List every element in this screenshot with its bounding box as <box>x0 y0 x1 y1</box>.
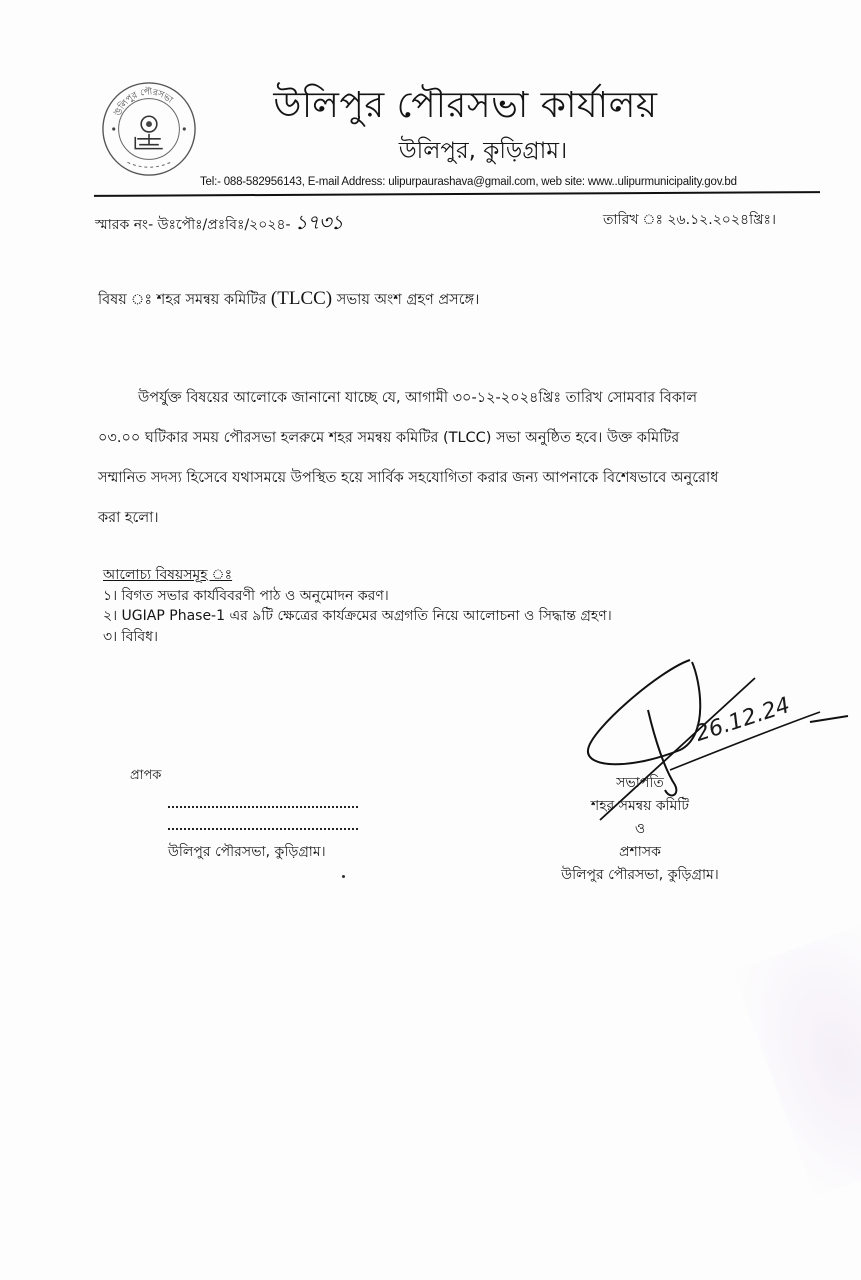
recipient-label: প্রাপক <box>130 768 162 783</box>
signatory-role: প্রশাসক <box>619 844 661 860</box>
contact-line: Tel:- 088-582956143, E-mail Address: ulipurpaurashava@gmail.com, web site: www..ulipurmunicipality.gov.bd <box>200 176 737 188</box>
signatory-block <box>520 772 760 887</box>
letter-date: তারিখ ঃ ২৬.১২.২০২৪খ্রিঃ। <box>603 212 776 228</box>
header-divider <box>94 191 820 197</box>
agenda-heading: আলোচ্য বিষয়সমূহ ঃ <box>103 567 233 583</box>
svg-text:উলিপুর পৌরসভা: উলিপুর পৌরসভা <box>113 87 175 118</box>
body-line: করা হলো। <box>98 510 159 526</box>
subject-acronym: (TLCC) <box>270 288 333 309</box>
signatory-conjunction: ও <box>634 821 646 837</box>
recipient-blank-line <box>168 828 358 830</box>
agenda-item: ৩। বিবিধ। <box>103 628 159 645</box>
memo-number <box>95 208 343 241</box>
body-line: ০৩.০০ ঘটিকার সময় পৌরসভা হলরুমে শহর সমন্বয় কমিটির (TLCC) সভা অনুষ্ঠিত হবে। উক্ত কমিটির <box>98 430 680 446</box>
memo-handwritten-number: ১৭৩১ <box>294 210 343 234</box>
body-line: সম্মানিত সদস্য হিসেবে যথাসময়ে উপস্থিত হয়ে সার্বিক সহযোগিতা করার জন্য আপনাকে বিশেষভাবে অনুরোধ <box>98 470 719 486</box>
recipient-blank-line <box>168 806 358 808</box>
agenda-item: ২। UGIAP Phase-1 এর ৯টি ক্ষেত্রের কার্যক্রমের অগ্রগতি নিয়ে আলোচনা ও সিদ্ধান্ত গ্রহণ। <box>103 608 612 624</box>
body-line: উপর্যুক্ত বিষয়ের আলোকে জানানো যাচ্ছে যে, আগামী ৩০-১২-২০২৪খ্রিঃ তারিখ সোমবার বিকাল <box>138 390 698 406</box>
paper-tint <box>733 923 861 1196</box>
signatory-office: উলিপুর পৌরসভা, কুড়িগ্রাম। <box>561 867 719 883</box>
agenda-item: ১। বিগত সভার কার্যবিবরণী পাঠ ও অনুমোদন করণ। <box>103 587 389 604</box>
subject-line <box>98 288 479 313</box>
office-title: উলিপুর পৌরসভা কার্যালয় <box>273 85 658 126</box>
signature-date: 26.12.24 <box>692 692 794 747</box>
stray-mark <box>342 875 345 878</box>
letter-body <box>98 378 798 538</box>
recipient-office: উলিপুর পৌরসভা, কুড়িগ্রাম। <box>168 844 326 860</box>
office-location: উলিপুর, কুড়িগ্রাম। <box>398 138 568 164</box>
subject-suffix: সভায় অংশ গ্রহণ প্রসঙ্গে। <box>336 292 480 308</box>
agenda-section <box>103 565 612 647</box>
subject-prefix: বিষয় ঃ শহর সমন্বয় কমিটির <box>98 292 267 308</box>
signatory-title: সভাপতি <box>616 775 664 791</box>
signatory-committee: শহর সমন্বয় কমিটি <box>590 798 690 814</box>
memo-label: স্মারক নং- উঃপৌঃ/প্রঃবিঃ/২০২৪- <box>95 217 291 233</box>
